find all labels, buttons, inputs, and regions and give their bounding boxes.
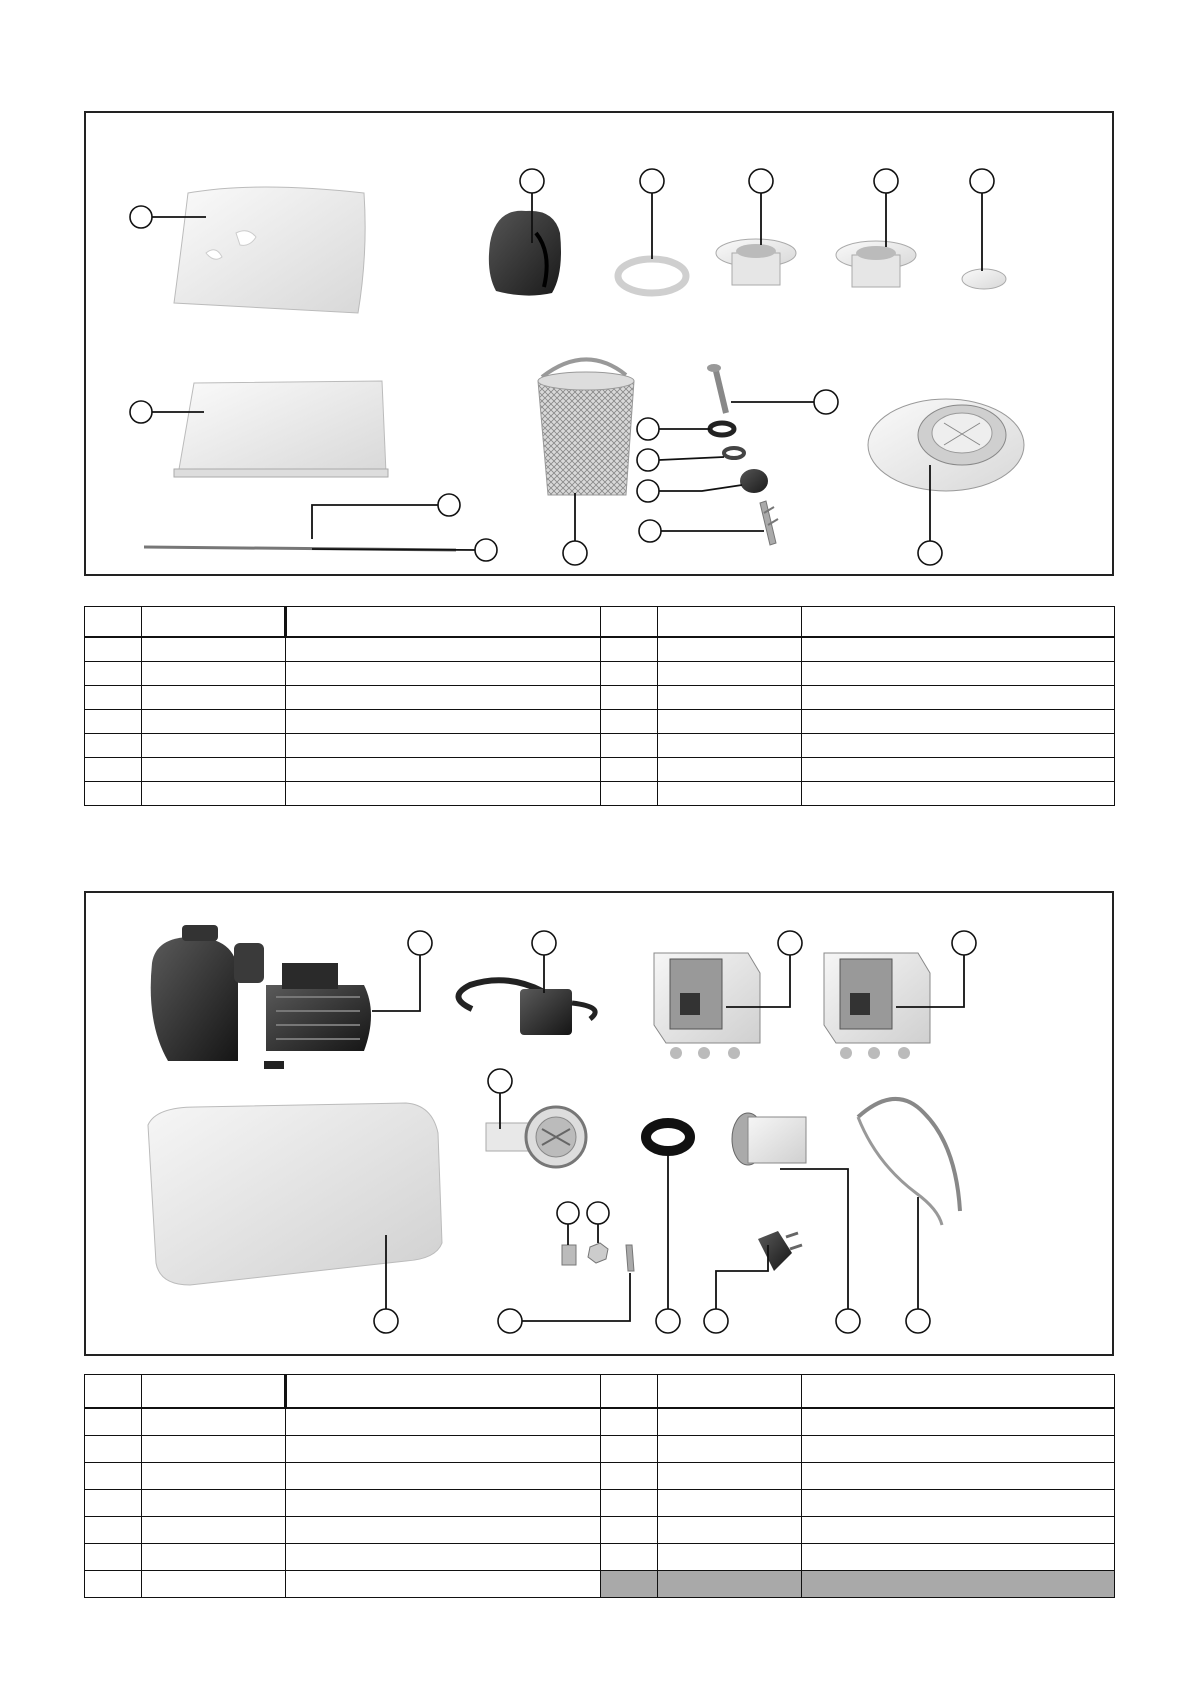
table-row — [85, 1544, 1115, 1571]
control-box-icon — [824, 953, 930, 1059]
shaded-cell — [802, 1571, 1115, 1598]
callout-11 — [814, 390, 838, 414]
callout-8 — [587, 1202, 609, 1224]
table-cell — [286, 1517, 601, 1544]
table-cell — [286, 1436, 601, 1463]
callout-13 — [906, 1309, 930, 1333]
callout-11 — [704, 1309, 728, 1333]
callout-15 — [639, 520, 661, 542]
table-cell — [85, 1571, 142, 1598]
sleeve-icon — [562, 1245, 576, 1265]
table-cell — [802, 1544, 1115, 1571]
table-row — [85, 710, 1115, 734]
table-cell — [85, 662, 142, 686]
anchor-icon — [760, 501, 778, 545]
callout-4 — [952, 931, 976, 955]
callout-10 — [563, 541, 587, 565]
table-cell — [802, 637, 1115, 662]
washer-icon — [724, 448, 744, 458]
callout-8 — [874, 169, 898, 193]
table-row — [85, 1571, 1115, 1598]
basket-icon — [538, 359, 634, 495]
table-cell — [142, 1517, 286, 1544]
o-ring-icon — [646, 1123, 690, 1151]
table-cell — [286, 607, 601, 638]
table-row — [85, 1517, 1115, 1544]
table-row — [85, 1490, 1115, 1517]
black-cap-icon — [489, 211, 561, 296]
shaded-cell — [601, 1571, 658, 1598]
table-row — [85, 1408, 1115, 1436]
bolt-icon — [707, 364, 726, 413]
table-cell — [142, 1436, 286, 1463]
table-cell — [802, 662, 1115, 686]
bushing-icon — [732, 1113, 806, 1165]
callout-6 — [488, 1069, 512, 1093]
rod-icon — [144, 547, 476, 550]
table-cell — [658, 1463, 802, 1490]
pool-light-icon — [868, 399, 1024, 491]
table-cell — [658, 1544, 802, 1571]
callout-7 — [557, 1202, 579, 1224]
table-cell — [658, 1490, 802, 1517]
parts-panel-bottom — [84, 891, 1114, 1356]
table-cell — [286, 1408, 601, 1436]
table-cell — [85, 637, 142, 662]
table-cell — [658, 758, 802, 782]
table-cell — [286, 1571, 601, 1598]
table-cell — [142, 637, 286, 662]
table-cell — [142, 782, 286, 806]
table-cell — [601, 637, 658, 662]
callout-2 — [532, 931, 556, 955]
table-row — [85, 1463, 1115, 1490]
table-cell — [601, 686, 658, 710]
table-cell — [142, 758, 286, 782]
table-cell — [802, 686, 1115, 710]
table-cell — [142, 1408, 286, 1436]
table-cell — [85, 1517, 142, 1544]
parts-table-top — [84, 606, 1115, 806]
table-cell — [802, 607, 1115, 638]
callout-2 — [130, 401, 152, 423]
flange-fitting-icon — [836, 241, 916, 287]
table-cell — [142, 1571, 286, 1598]
table-cell — [658, 1436, 802, 1463]
table-cell — [142, 662, 286, 686]
table-cell — [286, 1463, 601, 1490]
screw-icon — [626, 1245, 634, 1271]
table-cell — [142, 1463, 286, 1490]
table-cell — [286, 758, 601, 782]
table-cell — [802, 710, 1115, 734]
parts-illustration-top — [86, 113, 1112, 574]
table-cell — [658, 1375, 802, 1409]
callout-14 — [637, 480, 659, 502]
table-cell — [85, 1375, 142, 1409]
table-cell — [85, 782, 142, 806]
nut-icon — [588, 1243, 608, 1263]
table-cell — [286, 710, 601, 734]
table-cell — [601, 662, 658, 686]
table-cell — [85, 1436, 142, 1463]
nozzle-icon — [486, 1107, 586, 1167]
table-cell — [142, 1544, 286, 1571]
table-cell — [142, 710, 286, 734]
flat-panel-icon — [174, 381, 388, 477]
table-cell — [802, 1436, 1115, 1463]
parts-table-bottom — [84, 1374, 1115, 1598]
table-row — [85, 734, 1115, 758]
table-cell — [802, 734, 1115, 758]
table-cell — [142, 686, 286, 710]
table-cell — [142, 1375, 286, 1409]
parts-illustration-bottom — [86, 893, 1112, 1354]
table-cell — [85, 1490, 142, 1517]
callout-10 — [656, 1309, 680, 1333]
table-cell — [142, 607, 286, 638]
table-cell — [85, 710, 142, 734]
table-cell — [85, 1408, 142, 1436]
table-cell — [802, 1408, 1115, 1436]
callout-4 — [475, 539, 497, 561]
callout-12 — [637, 418, 659, 440]
table-cell — [601, 710, 658, 734]
table-cell — [658, 1408, 802, 1436]
table-cell — [802, 1375, 1115, 1409]
callout-7 — [749, 169, 773, 193]
callout-6 — [640, 169, 664, 193]
hose-icon — [858, 1099, 960, 1225]
table-cell — [658, 686, 802, 710]
table-cell — [601, 1517, 658, 1544]
table-cell — [658, 782, 802, 806]
table-cell — [85, 758, 142, 782]
callout-9 — [498, 1309, 522, 1333]
table-cell — [142, 734, 286, 758]
table-cell — [658, 1517, 802, 1544]
bracket-icon — [312, 505, 438, 539]
table-cell — [601, 607, 658, 638]
table-cell — [601, 1463, 658, 1490]
knob-icon — [740, 469, 768, 493]
table-cell — [286, 1490, 601, 1517]
table-cell — [286, 686, 601, 710]
flange-fitting-icon — [716, 239, 796, 285]
callout-3 — [778, 931, 802, 955]
table-cell — [802, 1517, 1115, 1544]
pump-icon — [151, 925, 371, 1069]
cover-panel-icon — [174, 187, 365, 313]
callout-12 — [836, 1309, 860, 1333]
table-cell — [601, 1490, 658, 1517]
table-cell — [601, 782, 658, 806]
table-row — [85, 1436, 1115, 1463]
table-row — [85, 637, 1115, 662]
table-header-row — [85, 607, 1115, 638]
table-cell — [601, 1408, 658, 1436]
parts-panel-top — [84, 111, 1114, 576]
table-cell — [802, 1490, 1115, 1517]
power-plug-icon — [758, 1231, 802, 1271]
table-cell — [802, 1463, 1115, 1490]
gasket-ring-icon — [618, 259, 686, 293]
table-row — [85, 758, 1115, 782]
callout-5 — [374, 1309, 398, 1333]
table-cell — [601, 734, 658, 758]
table-cell — [658, 734, 802, 758]
table-row — [85, 782, 1115, 806]
table-cell — [286, 1375, 601, 1409]
plug-icon — [962, 269, 1006, 289]
table-cell — [286, 734, 601, 758]
table-cell — [601, 1375, 658, 1409]
table-cell — [601, 758, 658, 782]
table-row — [85, 686, 1115, 710]
table-cell — [286, 662, 601, 686]
table-cell — [658, 662, 802, 686]
table-cell — [601, 1436, 658, 1463]
table-header-row — [85, 1375, 1115, 1409]
washer-icon — [710, 423, 734, 435]
table-row — [85, 662, 1115, 686]
callout-13 — [637, 449, 659, 471]
table-cell — [85, 1544, 142, 1571]
table-cell — [658, 637, 802, 662]
transformer-icon — [458, 980, 595, 1035]
table-cell — [286, 1544, 601, 1571]
table-cell — [85, 1463, 142, 1490]
table-cell — [142, 1490, 286, 1517]
table-cell — [85, 686, 142, 710]
lid-icon — [148, 1103, 442, 1285]
table-cell — [802, 782, 1115, 806]
table-cell — [802, 758, 1115, 782]
callout-3 — [438, 494, 460, 516]
callout-1 — [408, 931, 432, 955]
table-cell — [85, 734, 142, 758]
control-box-icon — [654, 953, 760, 1059]
callout-16 — [918, 541, 942, 565]
table-cell — [658, 710, 802, 734]
table-cell — [286, 782, 601, 806]
callout-1 — [130, 206, 152, 228]
table-cell — [286, 637, 601, 662]
table-cell — [601, 1544, 658, 1571]
shaded-cell — [658, 1571, 802, 1598]
table-cell — [658, 607, 802, 638]
callout-5 — [520, 169, 544, 193]
callout-9 — [970, 169, 994, 193]
table-cell — [85, 607, 142, 638]
